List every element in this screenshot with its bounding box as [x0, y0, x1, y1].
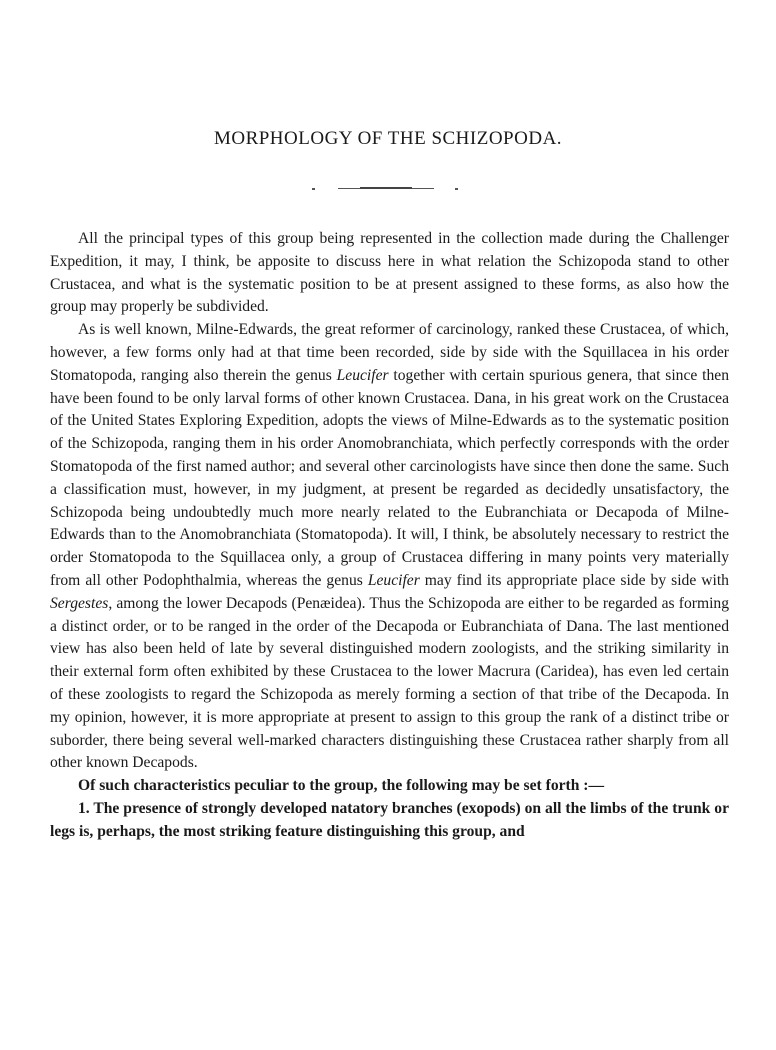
text-segment: 1. The presence of strongly developed natatory branches (exopods) on all the limbs of the trunk or legs is, perhaps, the most striking feature distinguishing this group, and — [50, 799, 729, 840]
text-segment: As is well known, Milne-Edwards, the great reformer of carcinology, ranked these Crustacea, of which, however, a few forms only had at that time been recorded, side by side with the Squillacea in his order Stomatopoda, ranging also therein the genus — [50, 321, 729, 384]
paragraph-classification — [50, 319, 729, 775]
text-segment: together with certain spurious genera, that since then have been found to be only larval forms of other known Crustacea. Dana, in his great work on the Crustacea of the United States Exploring Expedition, adopts the views of Milne-Edwards as to the systematic position of the Schizopoda, ranging them in his order Anomobranchiata, which perfectly corresponds with the order Stomatopoda of the first named author; and several other carcinologists have since then done the same. Such a classification must, however, in my judgment, at present be regarded as decidedly unsatisfactory, the Schizopoda being undoubtedly much more nearly related to the Eubranchiata or Decapoda of Milne-Edwards than to the Anomobranchiata (Stomatopoda). It will, I think, be absolutely necessary to restrict the order Stomatopoda to the Squillacea only, a group of Crustacea differing in many points very materially from all other Podophthalmia, whereas the genus — [50, 366, 729, 589]
paragraph-intro — [50, 228, 729, 319]
text-segment: Of such characteristics peculiar to the group, the following may be set forth :— — [78, 777, 605, 795]
text-segment: , among the lower Decapods (Penæidea). Thus the Schizopoda are either to be regarded as forming a distinct order, or to be ranged in the order of the Decapoda or Eubranchiata of Dana. The last mentioned view has also been held of late by several distinguished modern zoologists, and the striking similarity in their external form often exhibited by these Crustacea to the lower Macrura (Caridea), has even led certain of these zoologists to regard the Schizopoda as merely forming a section of that tribe of the Decapoda. In my opinion, however, it is more appropriate at present to assign to this group the rank of a distinct tribe or suborder, there being several well-marked characters distinguishing these Crustacea rather sharply from all other known Decapods. — [50, 594, 729, 772]
page-title: MORPHOLOGY OF THE SCHIZOPODA. — [213, 128, 563, 149]
genus-name: Leucifer — [336, 366, 389, 384]
title-divider — [312, 186, 458, 192]
genus-name: Sergestes — [50, 594, 109, 612]
body-text — [50, 228, 729, 844]
text-segment: All the principal types of this group being represented in the collection made during the Challenger Expedition, it may, I think, be apposite to discuss here in what relation the Schizopoda stand to other Crustacea, and what is the systematic position to be at present assigned to these forms, as also how the group may properly be subdivided. — [50, 230, 729, 316]
paragraph-point-1 — [50, 798, 729, 844]
paragraph-characteristics — [50, 775, 729, 798]
genus-name: Leucifer — [367, 571, 420, 589]
text-segment: may find its appropriate place side by side with — [419, 571, 729, 589]
